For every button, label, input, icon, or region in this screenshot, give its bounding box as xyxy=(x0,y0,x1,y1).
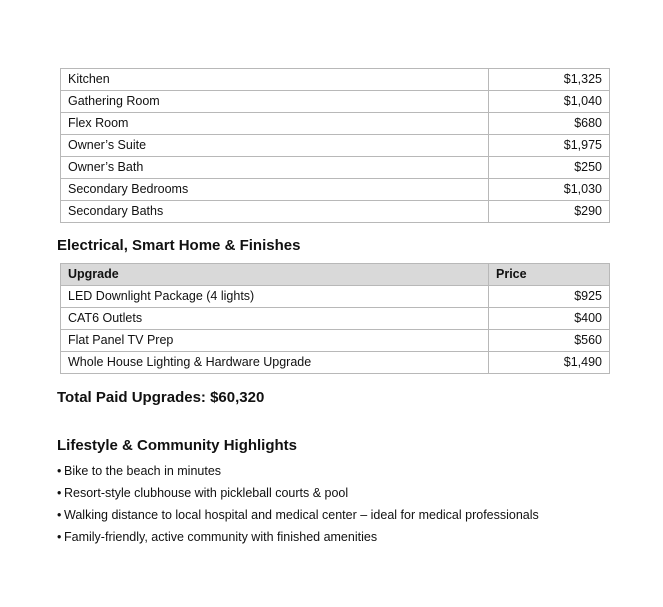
upgrade-name-cell: Secondary Bedrooms xyxy=(61,179,489,201)
list-item xyxy=(57,506,539,528)
list-item-text: Family-friendly, active community with finished amenities xyxy=(64,530,378,544)
room-upgrades-body xyxy=(61,69,610,223)
list-item xyxy=(57,484,539,506)
upgrade-price-cell: $925 xyxy=(489,286,610,308)
upgrade-price-cell: $680 xyxy=(489,113,610,135)
upgrade-price-cell: $1,490 xyxy=(489,352,610,374)
upgrade-name-cell: Owner’s Bath xyxy=(61,157,489,179)
upgrade-name-cell: Owner’s Suite xyxy=(61,135,489,157)
upgrade-name-cell: Secondary Baths xyxy=(61,201,489,223)
table-row xyxy=(61,330,610,352)
upgrade-price-cell: $1,975 xyxy=(489,135,610,157)
bullet-icon: • xyxy=(57,464,62,478)
upgrade-name-cell: Kitchen xyxy=(61,69,489,91)
electrical-section-heading: Electrical, Smart Home & Finishes xyxy=(57,237,301,254)
upgrade-price-cell: $400 xyxy=(489,308,610,330)
bullet-icon: • xyxy=(57,508,62,522)
upgrade-name-cell: CAT6 Outlets xyxy=(61,308,489,330)
table-row xyxy=(61,352,610,374)
table-row xyxy=(61,179,610,201)
upgrade-name-cell: Flex Room xyxy=(61,113,489,135)
lifestyle-highlights-list xyxy=(57,462,539,550)
bullet-icon: • xyxy=(57,486,62,500)
table-row xyxy=(61,91,610,113)
table-row xyxy=(61,286,610,308)
upgrade-price-cell: $1,040 xyxy=(489,91,610,113)
upgrade-price-cell: $290 xyxy=(489,201,610,223)
table-row xyxy=(61,201,610,223)
electrical-table-body xyxy=(61,286,610,374)
table-row xyxy=(61,113,610,135)
table-row xyxy=(61,157,610,179)
list-item xyxy=(57,462,539,484)
upgrade-price-cell: $250 xyxy=(489,157,610,179)
upgrade-name-cell: Gathering Room xyxy=(61,91,489,113)
lifestyle-section-heading: Lifestyle & Community Highlights xyxy=(57,437,298,454)
table-header-row xyxy=(61,264,610,286)
list-item-text: Walking distance to local hospital and medical center – ideal for medical professionals xyxy=(64,508,539,522)
upgrade-price-cell: $560 xyxy=(489,330,610,352)
upgrade-column-header: Upgrade xyxy=(61,264,489,286)
room-upgrades-table xyxy=(60,68,610,223)
list-item xyxy=(57,528,539,550)
upgrade-price-cell: $1,325 xyxy=(489,69,610,91)
upgrade-price-cell: $1,030 xyxy=(489,179,610,201)
total-paid-upgrades: Total Paid Upgrades: $60,320 xyxy=(57,389,265,406)
upgrade-name-cell: Flat Panel TV Prep xyxy=(61,330,489,352)
list-item-text: Bike to the beach in minutes xyxy=(64,464,222,478)
table-row xyxy=(61,308,610,330)
electrical-table-header xyxy=(61,264,610,286)
electrical-upgrades-table xyxy=(60,263,610,374)
list-item-text: Resort-style clubhouse with pickleball courts & pool xyxy=(64,486,349,500)
table-row xyxy=(61,135,610,157)
upgrade-name-cell: LED Downlight Package (4 lights) xyxy=(61,286,489,308)
bullet-icon: • xyxy=(57,530,62,544)
upgrade-name-cell: Whole House Lighting & Hardware Upgrade xyxy=(61,352,489,374)
price-column-header: Price xyxy=(489,264,610,286)
table-row xyxy=(61,69,610,91)
